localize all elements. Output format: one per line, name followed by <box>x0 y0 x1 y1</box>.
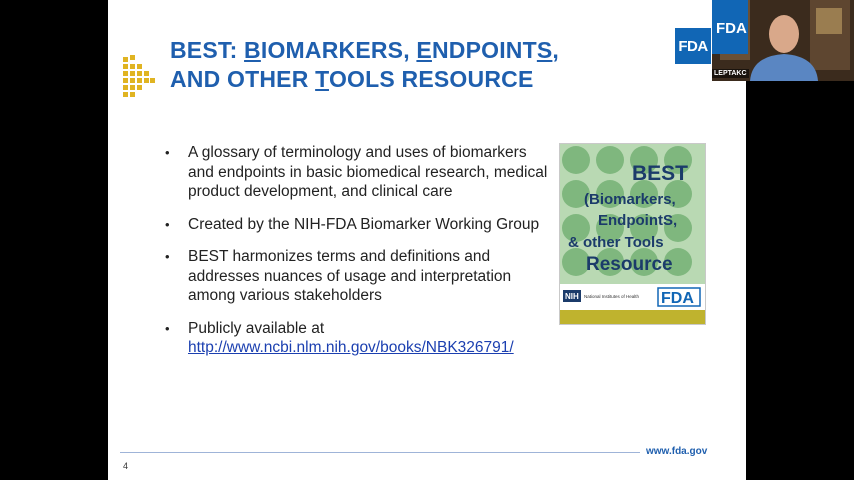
cover-line-3: EndpointS, <box>598 212 678 229</box>
presentation-slide <box>108 0 746 480</box>
cover-line-2: (Biomarkers, <box>584 191 676 208</box>
bullet-text: BEST harmonizes terms and definitions and addresses nuances of usage and interpretation among various stakeholders <box>188 248 512 304</box>
bullet-text: A glossary of terminology and uses of biomarkers and endpoints in basic biomedical research, medical product development, and clinical care <box>188 144 548 200</box>
slide-title <box>170 36 610 94</box>
bullet-text: Created by the NIH-FDA Biomarker Working Group <box>188 215 540 233</box>
bullet-list <box>160 143 550 371</box>
best-resource-cover <box>559 143 706 325</box>
nih-name: National Institutes of Health <box>584 294 640 299</box>
title-segment: B <box>244 37 261 63</box>
title-segment: BEST: <box>170 37 245 63</box>
bullet-item <box>160 319 550 358</box>
cover-line-1: BEST <box>632 162 689 185</box>
title-segment: IOMARKERS, <box>260 37 417 63</box>
bullet-item <box>160 215 550 235</box>
title-segment: T <box>315 66 329 92</box>
footer-url: www.fda.gov <box>646 446 708 457</box>
participant-name-label: LEPTAKC <box>714 70 747 77</box>
nih-logo: NIH <box>565 292 579 301</box>
bullet-item <box>160 247 550 306</box>
fda-logo: FDA <box>675 28 711 64</box>
cover-line-5: Resource <box>586 254 673 275</box>
bullet-marker: • <box>165 145 170 160</box>
title-segment: NDPOINT <box>431 37 537 63</box>
title-segment: , <box>552 37 559 63</box>
fda-dot-logo-icon <box>121 55 155 101</box>
bullet-item <box>160 143 550 202</box>
footer-divider <box>120 452 640 453</box>
cover-line-4: & other Tools <box>568 234 664 251</box>
ncbi-book-link[interactable]: http://www.ncbi.nlm.nih.gov/books/NBK326791/ <box>188 339 514 356</box>
bullet-text: Publicly available at <box>188 319 325 337</box>
title-segment: OOLS RESOURCE <box>328 66 534 92</box>
title-segment: AND OTHER <box>170 66 316 92</box>
cover-fda-logo: FDA <box>661 290 694 307</box>
video-fda-badge: FDA <box>716 20 747 37</box>
bullet-marker: • <box>165 320 170 336</box>
page-number: 4 <box>123 461 129 471</box>
bullet-marker: • <box>165 249 170 264</box>
bullet-marker: • <box>165 216 170 232</box>
presenter-face <box>769 15 799 53</box>
title-segment: E <box>416 37 432 63</box>
title-segment: S <box>536 37 553 63</box>
